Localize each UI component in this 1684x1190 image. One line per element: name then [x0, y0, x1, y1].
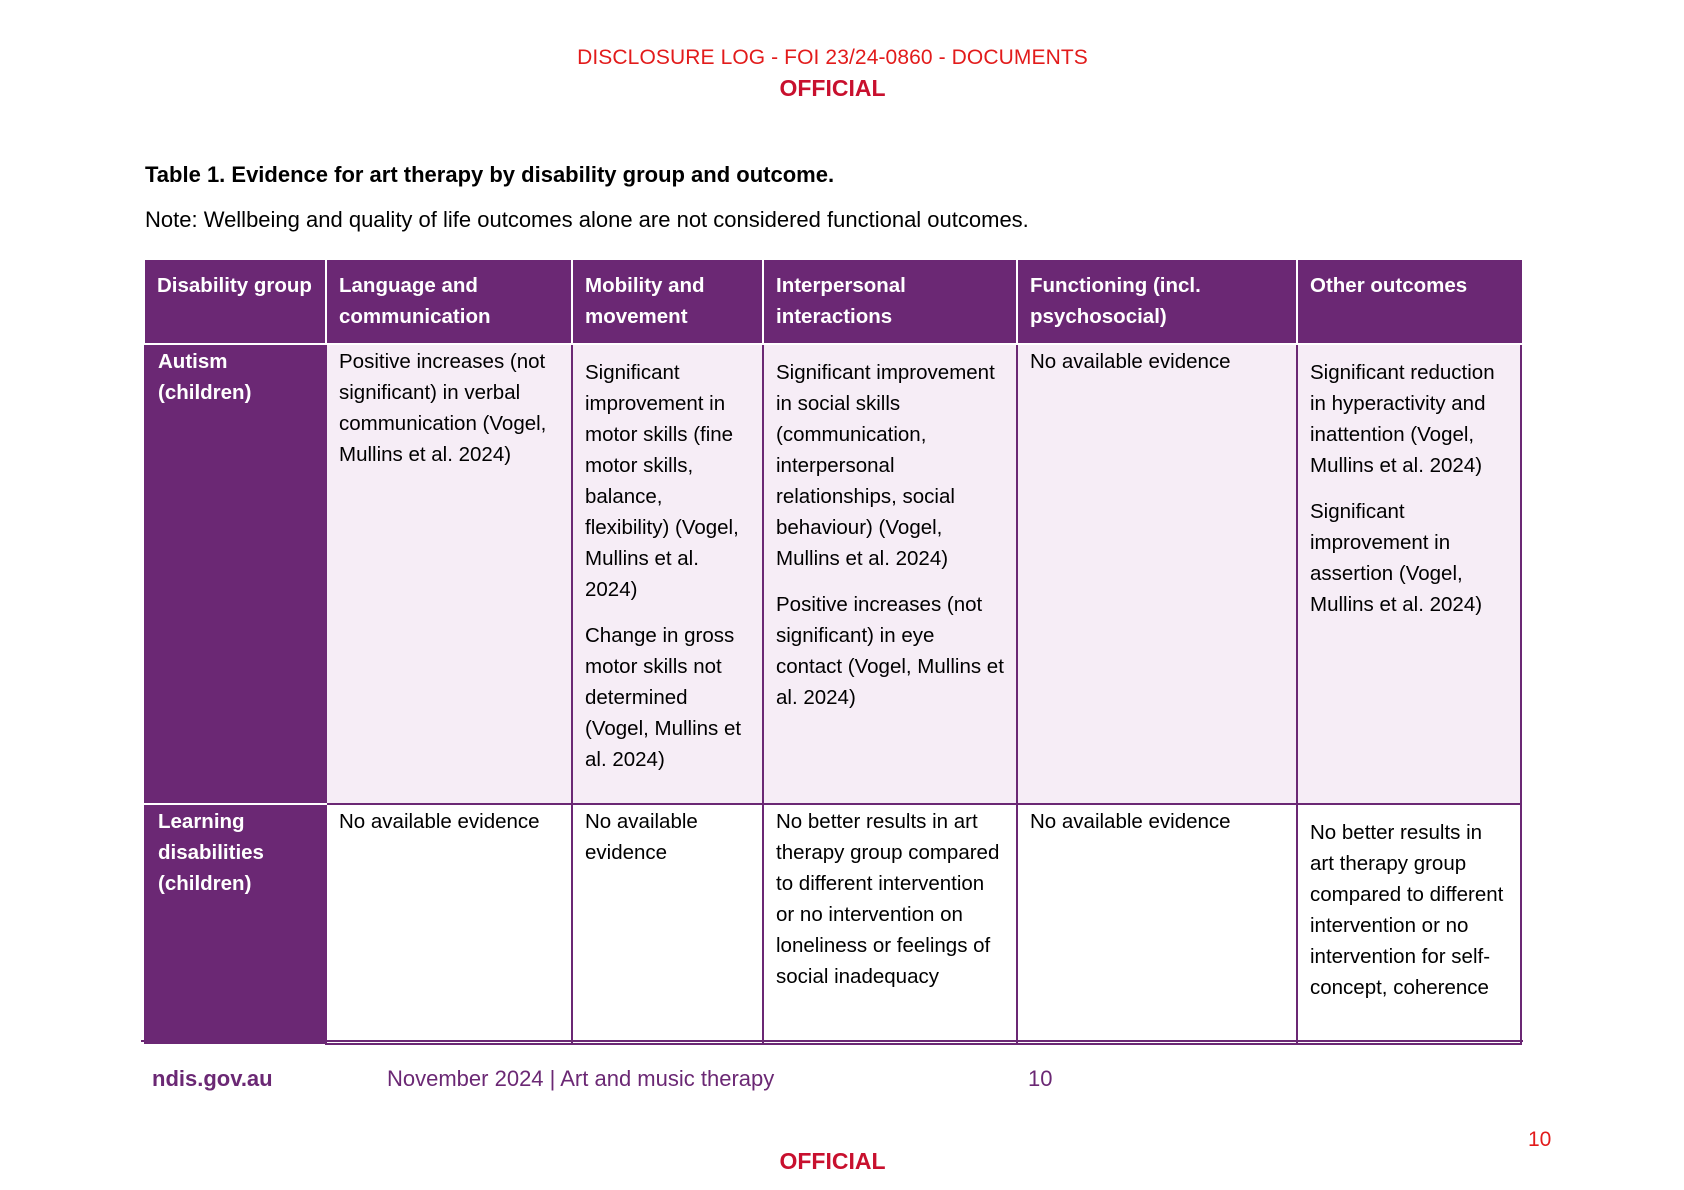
table-row-learning-disabilities — [145, 804, 1521, 1044]
table-row-autism — [145, 344, 1521, 804]
cell-text: No available evidence — [1030, 810, 1231, 833]
cell-text: Significant improvement in assertion (Vogel, Mullins et al. 2024) — [1310, 500, 1483, 616]
cell-text: No available evidence — [1030, 350, 1231, 373]
column-header-other: Other outcomes — [1297, 260, 1521, 344]
cell-text: No available evidence — [339, 810, 540, 833]
cell-text: Positive increases (not significant) in eye contact (Vogel, Mullins et al. 2024) — [776, 593, 1004, 709]
table-header-row — [145, 260, 1521, 344]
column-header-interpersonal: Interpersonal interactions — [763, 260, 1017, 344]
footer-divider — [141, 1040, 1523, 1042]
cell-text: Significant reduction in hyperactivity and inattention (Vogel, Mullins et al. 2024) — [1310, 361, 1495, 477]
cell-autism-language — [326, 344, 572, 804]
row-group-autism: Autism (children) — [145, 344, 326, 804]
stamp-page-number: 10 — [1528, 1128, 1552, 1151]
disclosure-log-header: DISCLOSURE LOG - FOI 23/24-0860 - DOCUMENTS — [577, 46, 1088, 69]
row-group-learning-disabilities: Learning disabilities (children) — [145, 804, 326, 1044]
cell-text: Significant improvement in social skills (communication, interpersonal relationships, social behaviour) (Vogel, Mullins et al. 2024) — [776, 361, 995, 570]
table-note: Note: Wellbeing and quality of life outcomes alone are not considered functional outcomes. — [145, 207, 1029, 232]
cell-text: No better results in art therapy group compared to different intervention or no intervention for self-concept, coherence — [1310, 821, 1504, 999]
cell-text: No available evidence — [585, 810, 698, 864]
cell-learning-interpersonal — [763, 804, 1017, 1044]
cell-learning-language — [326, 804, 572, 1044]
cell-learning-mobility — [572, 804, 763, 1044]
column-header-language: Language and communication — [326, 260, 572, 344]
cell-text: Positive increases (not significant) in verbal communication (Vogel, Mullins et al. 2024) — [339, 350, 547, 466]
cell-autism-interpersonal — [763, 344, 1017, 804]
footer-page-number: 10 — [1028, 1066, 1053, 1091]
classification-footer: OFFICIAL — [779, 1148, 886, 1174]
footer-site-name: ndis.gov.au — [152, 1066, 273, 1091]
table-title: Table 1. Evidence for art therapy by disability group and outcome. — [145, 162, 835, 187]
column-header-disability-group: Disability group — [145, 260, 326, 344]
cell-autism-mobility — [572, 344, 763, 804]
cell-text: No better results in art therapy group compared to different intervention or no intervention on loneliness or feelings of social inadequacy — [776, 810, 1000, 988]
cell-autism-other — [1297, 344, 1521, 804]
column-header-functioning: Functioning (incl. psychosocial) — [1017, 260, 1297, 344]
cell-autism-functioning — [1017, 344, 1297, 804]
cell-learning-functioning — [1017, 804, 1297, 1044]
classification-header: OFFICIAL — [779, 75, 886, 101]
column-header-mobility: Mobility and movement — [572, 260, 763, 344]
cell-text: Significant improvement in motor skills (fine motor skills, balance, flexibility) (Vogel, Mullins et al. 2024) — [585, 361, 739, 601]
footer-document-title: November 2024 | Art and music therapy — [387, 1066, 775, 1091]
evidence-table — [144, 260, 1522, 1045]
cell-learning-other — [1297, 804, 1521, 1044]
cell-text: Change in gross motor skills not determined (Vogel, Mullins et al. 2024) — [585, 624, 742, 771]
